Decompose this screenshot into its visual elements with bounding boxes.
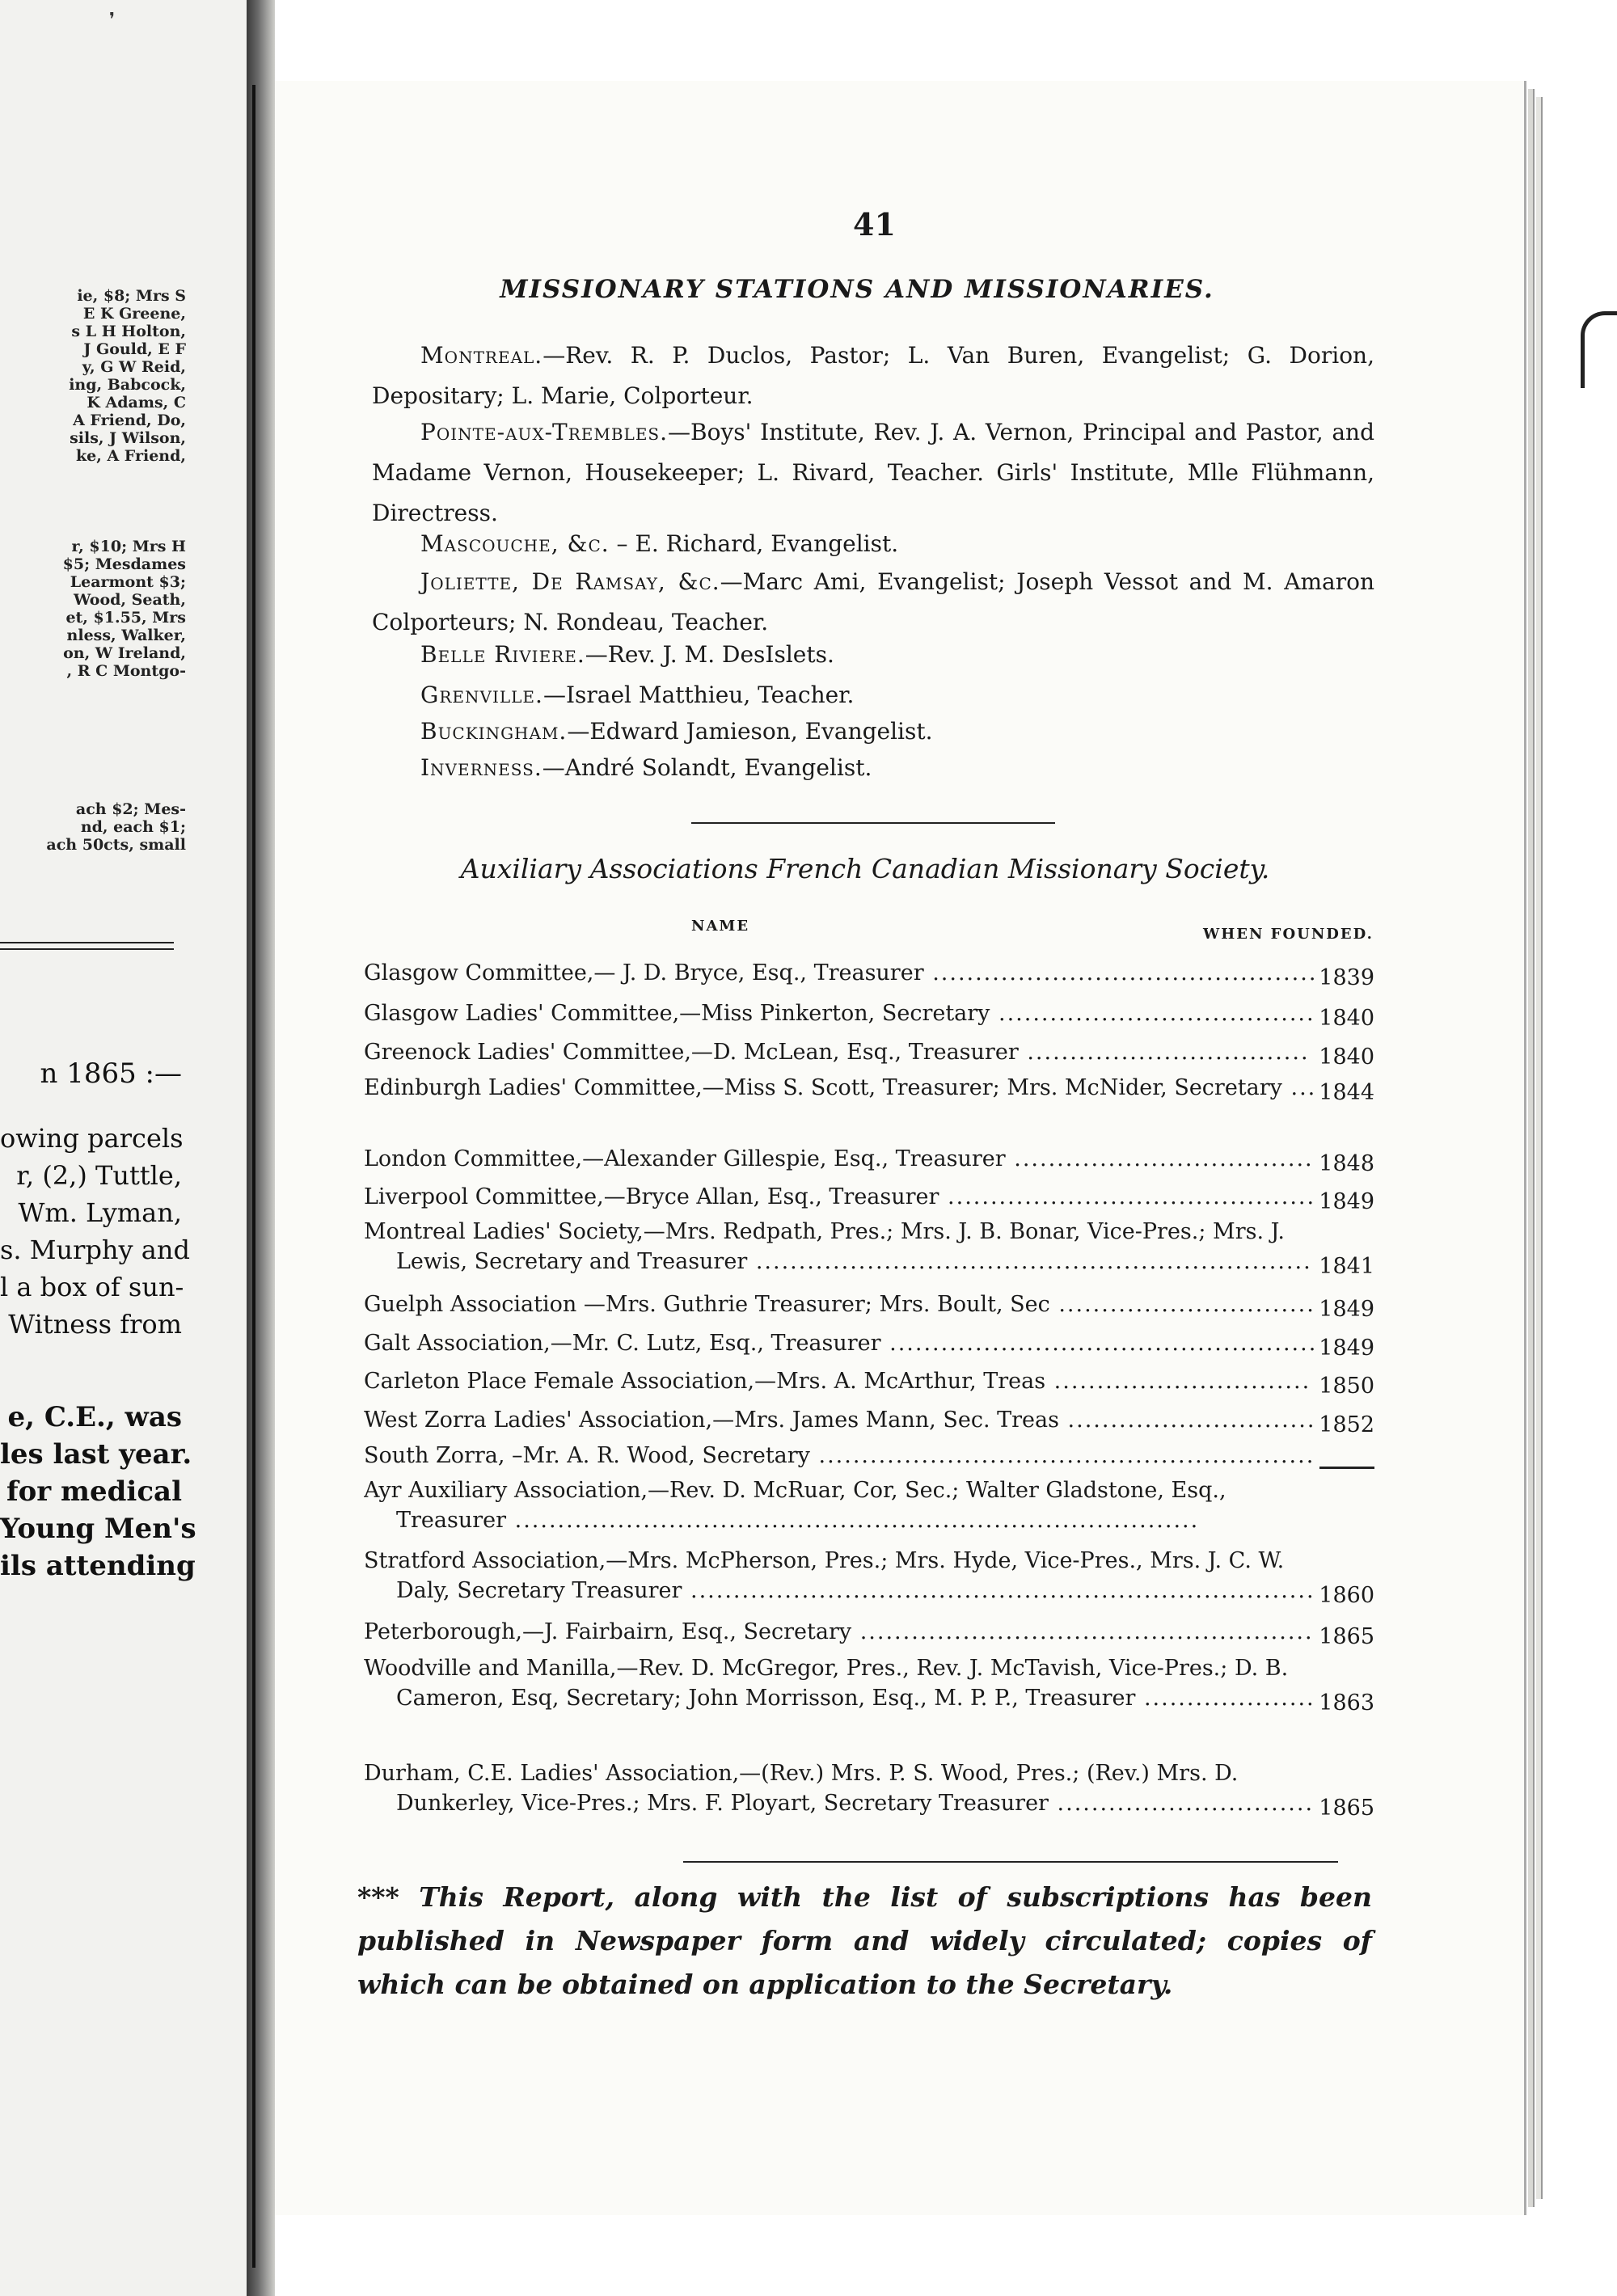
left-text-line: n 1865 :— xyxy=(40,1057,182,1090)
association-text: Montreal Ladies' Society,—Mrs. Redpath, Pres.; Mrs. J. B. Bonar, Vice-Pres.; Mrs. J. Lewis, Secretary and Treasurer xyxy=(364,1219,1285,1274)
association-entry xyxy=(364,1182,1318,1212)
left-text-line: E K Greene, xyxy=(82,305,186,323)
association-row xyxy=(364,1144,1374,1174)
leader-dots: ................................................................................ xyxy=(506,1508,1200,1533)
left-text-line: s. Murphy and xyxy=(0,1235,190,1265)
left-text-block-3 xyxy=(0,800,186,854)
leader-dots: .......................................................... xyxy=(809,1443,1315,1468)
left-text-line: , R C Montgo- xyxy=(66,662,186,680)
station-text: —Rev. R. P. Duclos, Pastor; L. Van Buren, Evangelist; G. Dorion, Depositary; L. Marie, Colporteur. xyxy=(372,342,1374,409)
station-name: Belle Riviere. xyxy=(420,641,585,668)
left-text-line: Witness from xyxy=(8,1309,182,1340)
station-name: Mascouche, &c. xyxy=(420,530,610,557)
founded-year: 1844 xyxy=(1319,1080,1374,1105)
left-text-line: for medical xyxy=(6,1475,182,1508)
founded-year: 1839 xyxy=(1319,965,1374,990)
founded-year: 1852 xyxy=(1319,1412,1374,1437)
association-row xyxy=(364,1405,1374,1435)
leader-dots: ........................................... xyxy=(939,1184,1316,1209)
left-rule xyxy=(0,942,174,950)
leader-dots: ............................. xyxy=(1058,1408,1316,1433)
association-text: Greenock Ladies' Committee,—D. McLean, Esq., Treasurer xyxy=(364,1040,1019,1065)
left-page-fragment xyxy=(0,0,247,2296)
section-title: MISSIONARY STATIONS AND MISSIONARIES. xyxy=(500,275,1214,304)
association-entry xyxy=(364,1653,1318,1713)
left-text-line: y, G W Reid, xyxy=(82,358,186,376)
leader-dots: ......................................................................... xyxy=(682,1578,1315,1603)
left-text-line: nless, Walker, xyxy=(66,627,186,644)
station-text: —André Solandt, Evangelist. xyxy=(542,754,872,781)
leader-dots: ................................................................. xyxy=(747,1249,1312,1274)
founded-year: 1865 xyxy=(1319,1624,1374,1649)
association-row xyxy=(364,1289,1374,1322)
speck-mark: ❜ xyxy=(109,10,116,30)
left-text-block-4 xyxy=(0,1055,182,1092)
station-inverness xyxy=(372,748,1374,788)
association-text: Edinburgh Ladies' Committee,—Miss S. Scott, Treasurer; Mrs. McNider, Secretary xyxy=(364,1075,1282,1100)
association-entry xyxy=(364,1475,1318,1535)
leader-dots: ................................. xyxy=(1018,1040,1310,1065)
leader-dots: ..................................................... xyxy=(851,1619,1314,1644)
left-text-line: K Adams, C xyxy=(87,394,186,412)
leader-dots: .............................. xyxy=(1048,1791,1315,1816)
left-text-line: ing, Babcock, xyxy=(69,376,186,394)
left-text-block-5 xyxy=(0,1120,190,1343)
footnote-divider xyxy=(683,1861,1338,1863)
left-text-line: Young Men's xyxy=(0,1513,196,1545)
left-text-line: ach $2; Mes- xyxy=(75,800,186,818)
association-row xyxy=(364,1217,1374,1277)
left-text-line: Learmont $3; xyxy=(70,573,186,591)
association-entry xyxy=(364,1328,1318,1358)
association-entry xyxy=(364,1441,1318,1471)
left-text-line: nd, each $1; xyxy=(80,818,186,836)
left-text-line: ach 50cts, small xyxy=(46,836,186,854)
association-text: Carleton Place Female Association,—Mrs. A. McArthur, Treas xyxy=(364,1369,1046,1394)
association-text: Galt Association,—Mr. C. Lutz, Esq., Treasurer xyxy=(364,1331,881,1356)
leader-dots: ............................................. xyxy=(923,960,1318,986)
association-entry xyxy=(364,1546,1318,1606)
book-gutter xyxy=(247,0,275,2296)
left-text-line: Wm. Lyman, xyxy=(18,1197,182,1228)
left-text-line: s L H Holton, xyxy=(71,323,186,340)
association-entry xyxy=(364,1366,1318,1396)
station-text: —Boys' Institute, Rev. J. A. Vernon, Principal and Pastor, and Madame Vernon, Housekeeper; L. Rivard, Teacher. Girls' Institute, Mlle Flühmann, Directress. xyxy=(372,419,1374,526)
association-text: Durham, C.E. Ladies' Association,—(Rev.) Mrs. P. S. Wood, Pres.; (Rev.) Mrs. D. Dunkerley, Vice-Pres.; Mrs. F. Ployart, Secretary Treasurer xyxy=(364,1761,1239,1816)
association-row xyxy=(364,1366,1374,1399)
association-row xyxy=(364,1653,1374,1716)
station-text: —Edward Jamieson, Evangelist. xyxy=(567,718,933,745)
footnote: *** This Report, along with the list of subscriptions has been published in Newspaper form and widely circulated; copies of which can be obtained on application to the Secretary. xyxy=(357,1881,1372,2000)
left-text-line: ke, A Friend, xyxy=(75,447,186,465)
association-text: Liverpool Committee,—Bryce Allan, Esq., Treasurer xyxy=(364,1184,939,1209)
association-text: London Committee,—Alexander Gillespie, Esq., Treasurer xyxy=(364,1146,1006,1171)
page-edge xyxy=(1536,97,1543,2199)
left-text-line: ils attending xyxy=(0,1550,196,1582)
association-row xyxy=(364,958,1374,988)
association-row xyxy=(364,998,1374,1031)
association-row xyxy=(364,1617,1374,1647)
left-text-line: l a box of sun- xyxy=(0,1272,184,1302)
founded-year: 1849 xyxy=(1319,1189,1374,1214)
station-text: —Rev. J. M. DesIslets. xyxy=(585,641,834,668)
association-row xyxy=(364,1328,1374,1361)
association-text: Peterborough,—J. Fairbairn, Esq., Secretary xyxy=(364,1619,852,1644)
station-name: Inverness. xyxy=(420,754,543,781)
page-number: 41 xyxy=(853,206,896,243)
margin-mark xyxy=(1581,311,1617,388)
station-grenville xyxy=(372,675,1374,715)
founded-year: 1848 xyxy=(1319,1151,1374,1176)
left-text-line: sils, J Wilson, xyxy=(70,429,186,447)
leader-dots: .............................. xyxy=(1049,1292,1315,1317)
station-name: Montreal. xyxy=(420,342,543,369)
left-text-line: ie, $8; Mrs S xyxy=(77,287,186,305)
station-pointe-aux-trembles xyxy=(372,412,1374,534)
founded-year: 1841 xyxy=(1319,1254,1374,1279)
station-name: Joliette, De Ramsay, &c. xyxy=(420,568,720,595)
left-text-line: e, C.E., was xyxy=(7,1401,182,1433)
column-header-founded: WHEN FOUNDED. xyxy=(1203,926,1374,943)
leader-dots: .................................................. xyxy=(880,1331,1318,1356)
association-entry xyxy=(364,1617,1318,1647)
association-entry xyxy=(364,958,1318,988)
left-text-line: owing parcels xyxy=(0,1123,184,1154)
station-montreal xyxy=(372,336,1374,416)
station-joliette xyxy=(372,562,1374,643)
leader-dots: ... xyxy=(1281,1075,1317,1100)
association-entry xyxy=(364,1144,1318,1174)
station-mascouche xyxy=(372,524,1374,564)
association-entry xyxy=(364,998,1318,1028)
left-text-line: et, $1.55, Mrs xyxy=(65,609,186,627)
association-row xyxy=(364,1037,1374,1070)
left-text-line: r, (2,) Tuttle, xyxy=(16,1160,182,1191)
association-entry xyxy=(364,1758,1318,1818)
founded-year: 1863 xyxy=(1319,1690,1374,1716)
station-name: Buckingham. xyxy=(420,718,568,745)
page-edge xyxy=(1528,89,1535,2207)
association-text: Ayr Auxiliary Association,—Rev. D. McRuar, Cor, Sec.; Walter Gladstone, Esq., Treasurer xyxy=(364,1478,1226,1533)
leader-dots: .............................. xyxy=(1045,1369,1311,1394)
association-row xyxy=(364,1546,1374,1606)
aux-title: Auxiliary Associations French Canadian Missionary Society. xyxy=(460,853,1270,884)
association-row xyxy=(364,1758,1374,1821)
association-text: Woodville and Manilla,—Rev. D. McGregor, Pres., Rev. J. McTavish, Vice-Pres.; D. B. Cameron, Esq, Secretary; John Morrisson, Esq., M. P. P., Treasurer xyxy=(364,1656,1289,1711)
left-text-line: $5; Mesdames xyxy=(62,555,186,573)
left-text-line: les last year. xyxy=(0,1438,192,1471)
left-text-line: A Friend, Do, xyxy=(73,412,186,429)
station-name: Grenville. xyxy=(420,682,543,708)
gutter-line xyxy=(252,85,255,2268)
association-entry xyxy=(364,1217,1318,1277)
leader-dots: ..................................... xyxy=(990,1001,1315,1026)
founded-year: 1849 xyxy=(1319,1297,1374,1322)
leader-dots: .................... xyxy=(1135,1686,1315,1711)
station-text: —Israel Matthieu, Teacher. xyxy=(543,682,855,708)
association-row xyxy=(364,1441,1374,1471)
association-text: West Zorra Ladies' Association,—Mrs. James Mann, Sec. Treas xyxy=(364,1408,1059,1433)
left-text-block-2 xyxy=(0,538,186,680)
association-text: Glasgow Committee,— J. D. Bryce, Esq., Treasurer xyxy=(364,960,924,986)
founded-year: 1840 xyxy=(1319,1006,1374,1031)
association-row xyxy=(364,1475,1374,1535)
association-text: Stratford Association,—Mrs. McPherson, Pres.; Mrs. Hyde, Vice-Pres., Mrs. J. C. W. Daly, Secretary Treasurer xyxy=(364,1548,1285,1603)
station-text: —Marc Ami, Evangelist; Joseph Vessot and M. Amaron Colporteurs; N. Rondeau, Teacher. xyxy=(372,568,1375,635)
association-row xyxy=(364,1073,1374,1103)
station-buckingham xyxy=(372,711,1374,752)
association-entry xyxy=(364,1073,1318,1103)
left-text-block-6 xyxy=(0,1399,196,1585)
association-text: Glasgow Ladies' Committee,—Miss Pinkerton, Secretary xyxy=(364,1001,990,1026)
column-header-name: NAME xyxy=(691,918,750,935)
association-entry xyxy=(364,1037,1318,1067)
association-text: South Zorra, –Mr. A. R. Wood, Secretary xyxy=(364,1443,810,1468)
founded-year: 1850 xyxy=(1319,1374,1374,1399)
association-entry xyxy=(364,1405,1318,1435)
section-divider xyxy=(691,822,1055,824)
left-text-line: Wood, Seath, xyxy=(74,591,186,609)
founded-year-dash xyxy=(1319,1467,1374,1469)
founded-year: 1865 xyxy=(1319,1796,1374,1821)
left-text-line: on, W Ireland, xyxy=(63,644,186,662)
left-text-block-1 xyxy=(0,287,186,465)
station-belle-riviere xyxy=(372,635,1374,675)
leader-dots: ................................... xyxy=(1005,1146,1314,1171)
left-text-line: J Gould, E F xyxy=(83,340,186,358)
association-text: Guelph Association —Mrs. Guthrie Treasurer; Mrs. Boult, Sec xyxy=(364,1292,1050,1317)
station-name: Pointe-aux-Trembles. xyxy=(420,419,669,445)
left-text-line: r, $10; Mrs H xyxy=(71,538,186,555)
founded-year: 1840 xyxy=(1319,1045,1374,1070)
station-text: – E. Richard, Evangelist. xyxy=(609,530,899,557)
founded-year: 1860 xyxy=(1319,1583,1374,1608)
association-row xyxy=(364,1182,1374,1212)
founded-year: 1849 xyxy=(1319,1336,1374,1361)
association-entry xyxy=(364,1289,1318,1319)
